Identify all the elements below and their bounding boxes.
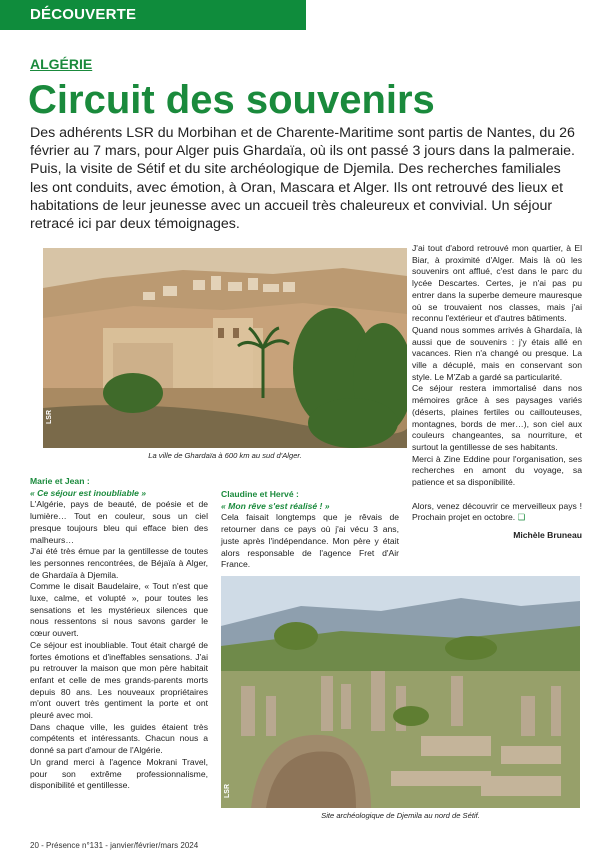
photo-caption: Site archéologique de Djemila au nord de Sétif. (321, 811, 480, 820)
paragraph: Quand nous sommes arrivés à Ghardaïa, là aussi que de souvenirs : j'y étais allé en vacances. Rien n'a changé ou presque. La ville a décuplé, mais en conservant son style. Le M'Zab a gardé sa particularité. (412, 324, 582, 382)
paragraph: Ce séjour restera immortalisé dans nos mémoires grâce à ses paysages variés (déserts, plaines fertiles ou caillouteuses, montagnes, bords de mer…), son ciel aux couleurs changeantes, sa nourriture, et surtout la gentillesse de ses habitants. (412, 383, 582, 452)
author-signature: Michèle Bruneau (513, 530, 582, 541)
paragraph: Cela faisait longtemps que je rêvais de retourner dans ce pays où j'ai vécu 3 ans, juste après l'indépendance. Mon père y était alors responsable de l'agence Fret d'Air France. (221, 512, 399, 570)
testimony-quote: « Ce séjour est inoubliable » (30, 487, 147, 498)
paragraph: L'Algérie, pays de beauté, de poésie et de lumière… Tout en couleur, sous un ciel presque toujours bleu qui efface bien des malheurs… (30, 499, 208, 545)
photo-caption: La ville de Ghardaïa à 600 km au sud d'Alger. (148, 451, 302, 460)
photo-credit: LSR (224, 784, 231, 798)
testimony-quote: « Mon rêve s'est réalisé ! » (221, 500, 330, 511)
section-label: DÉCOUVERTE (30, 6, 137, 23)
kicker: ALGÉRIE (30, 56, 93, 72)
ghardaia-illustration (43, 248, 407, 448)
closing-text: Alors, venez découvrir ce merveilleux pays ! Prochain projet en octobre. (412, 500, 582, 523)
paragraph: Dans chaque ville, les guides étaient très compétents et intéressants. Chacun nous a donné sa part d'amour de l'Algérie. (30, 721, 208, 756)
paragraph: J'ai tout d'abord retrouvé mon quartier, à El Biar, à proximité d'Alger. Mais là où les souvenirs ont afflué, c'est dans le parc du lycée Descartes. Certes, je n'ai pas pu entrer dans la superbe demeure mauresque où se trouvaient nos classes, mais j'ai reconnu l'extérieur et d'autres bâtiments. (412, 243, 582, 324)
page-footer: 20 - Présence n°131 - janvier/février/mars 2024 (30, 841, 199, 850)
photo-ghardaia (43, 248, 407, 448)
testimony-author: Marie et Jean : (30, 476, 90, 486)
testimony-right (412, 243, 582, 542)
testimony-left (30, 476, 208, 792)
paragraph: J'ai été très émue par la gentillesse de toutes les personnes rencontrées, de Béjaïa à Alger, de Ghardaïa à Djemila. (30, 546, 208, 580)
paragraph: Un grand merci à l'agence Mokrani Travel, pour son extrême professionnalisme, disponibilité et gentillesse. (30, 756, 208, 791)
testimony-middle (221, 489, 399, 571)
article-title: Circuit des souvenirs (28, 78, 435, 122)
photo-djemila (221, 576, 580, 808)
paragraph: Ce séjour est inoubliable. Tout était chargé de fortes émotions et d'ineffables sensations. J'ai pu retrouver la maison que mon père habitait enfant et celle de mes grands-parents morts depuis 80 ans. Les nouveaux propriétaires m'ont ouvert très gentiment la porte et ont pleuré avec moi. (30, 639, 208, 721)
article-intro: Des adhérents LSR du Morbihan et de Charente-Maritime sont partis de Nantes, du 26 février au 7 mars, pour Alger puis Ghardaïa, où ils ont passé 3 jours dans la palmeraie. Puis, la visite de Sétif et du site archéologique de Djemila. Des recherches familiales les ont conduits, avec émotion, à Oran, Mascara et Alger. Ils ont retrouvé des lieux et habitations de leur jeunesse avec un accueil très chaleureux et convivial. Un séjour retracé ici par deux témoignages. (30, 125, 575, 233)
section-banner (0, 0, 306, 30)
paragraph: Merci à Zine Eddine pour l'organisation, ses recherches en amont du voyage, sa patience et sa disponibilité. (412, 453, 582, 488)
testimony-author: Claudine et Hervé : (221, 489, 299, 499)
djemila-illustration (221, 576, 580, 808)
photo-credit: LSR (46, 410, 53, 424)
paragraph: Comme le disait Baudelaire, « Tout n'est que luxe, calme, et volupté », pour toutes les sensations et les mystérieux silences que nous ressentons si nous savons garder le cœur ouvert. (30, 581, 208, 639)
end-mark-icon: ❏ (517, 512, 526, 523)
paragraph (412, 501, 582, 524)
